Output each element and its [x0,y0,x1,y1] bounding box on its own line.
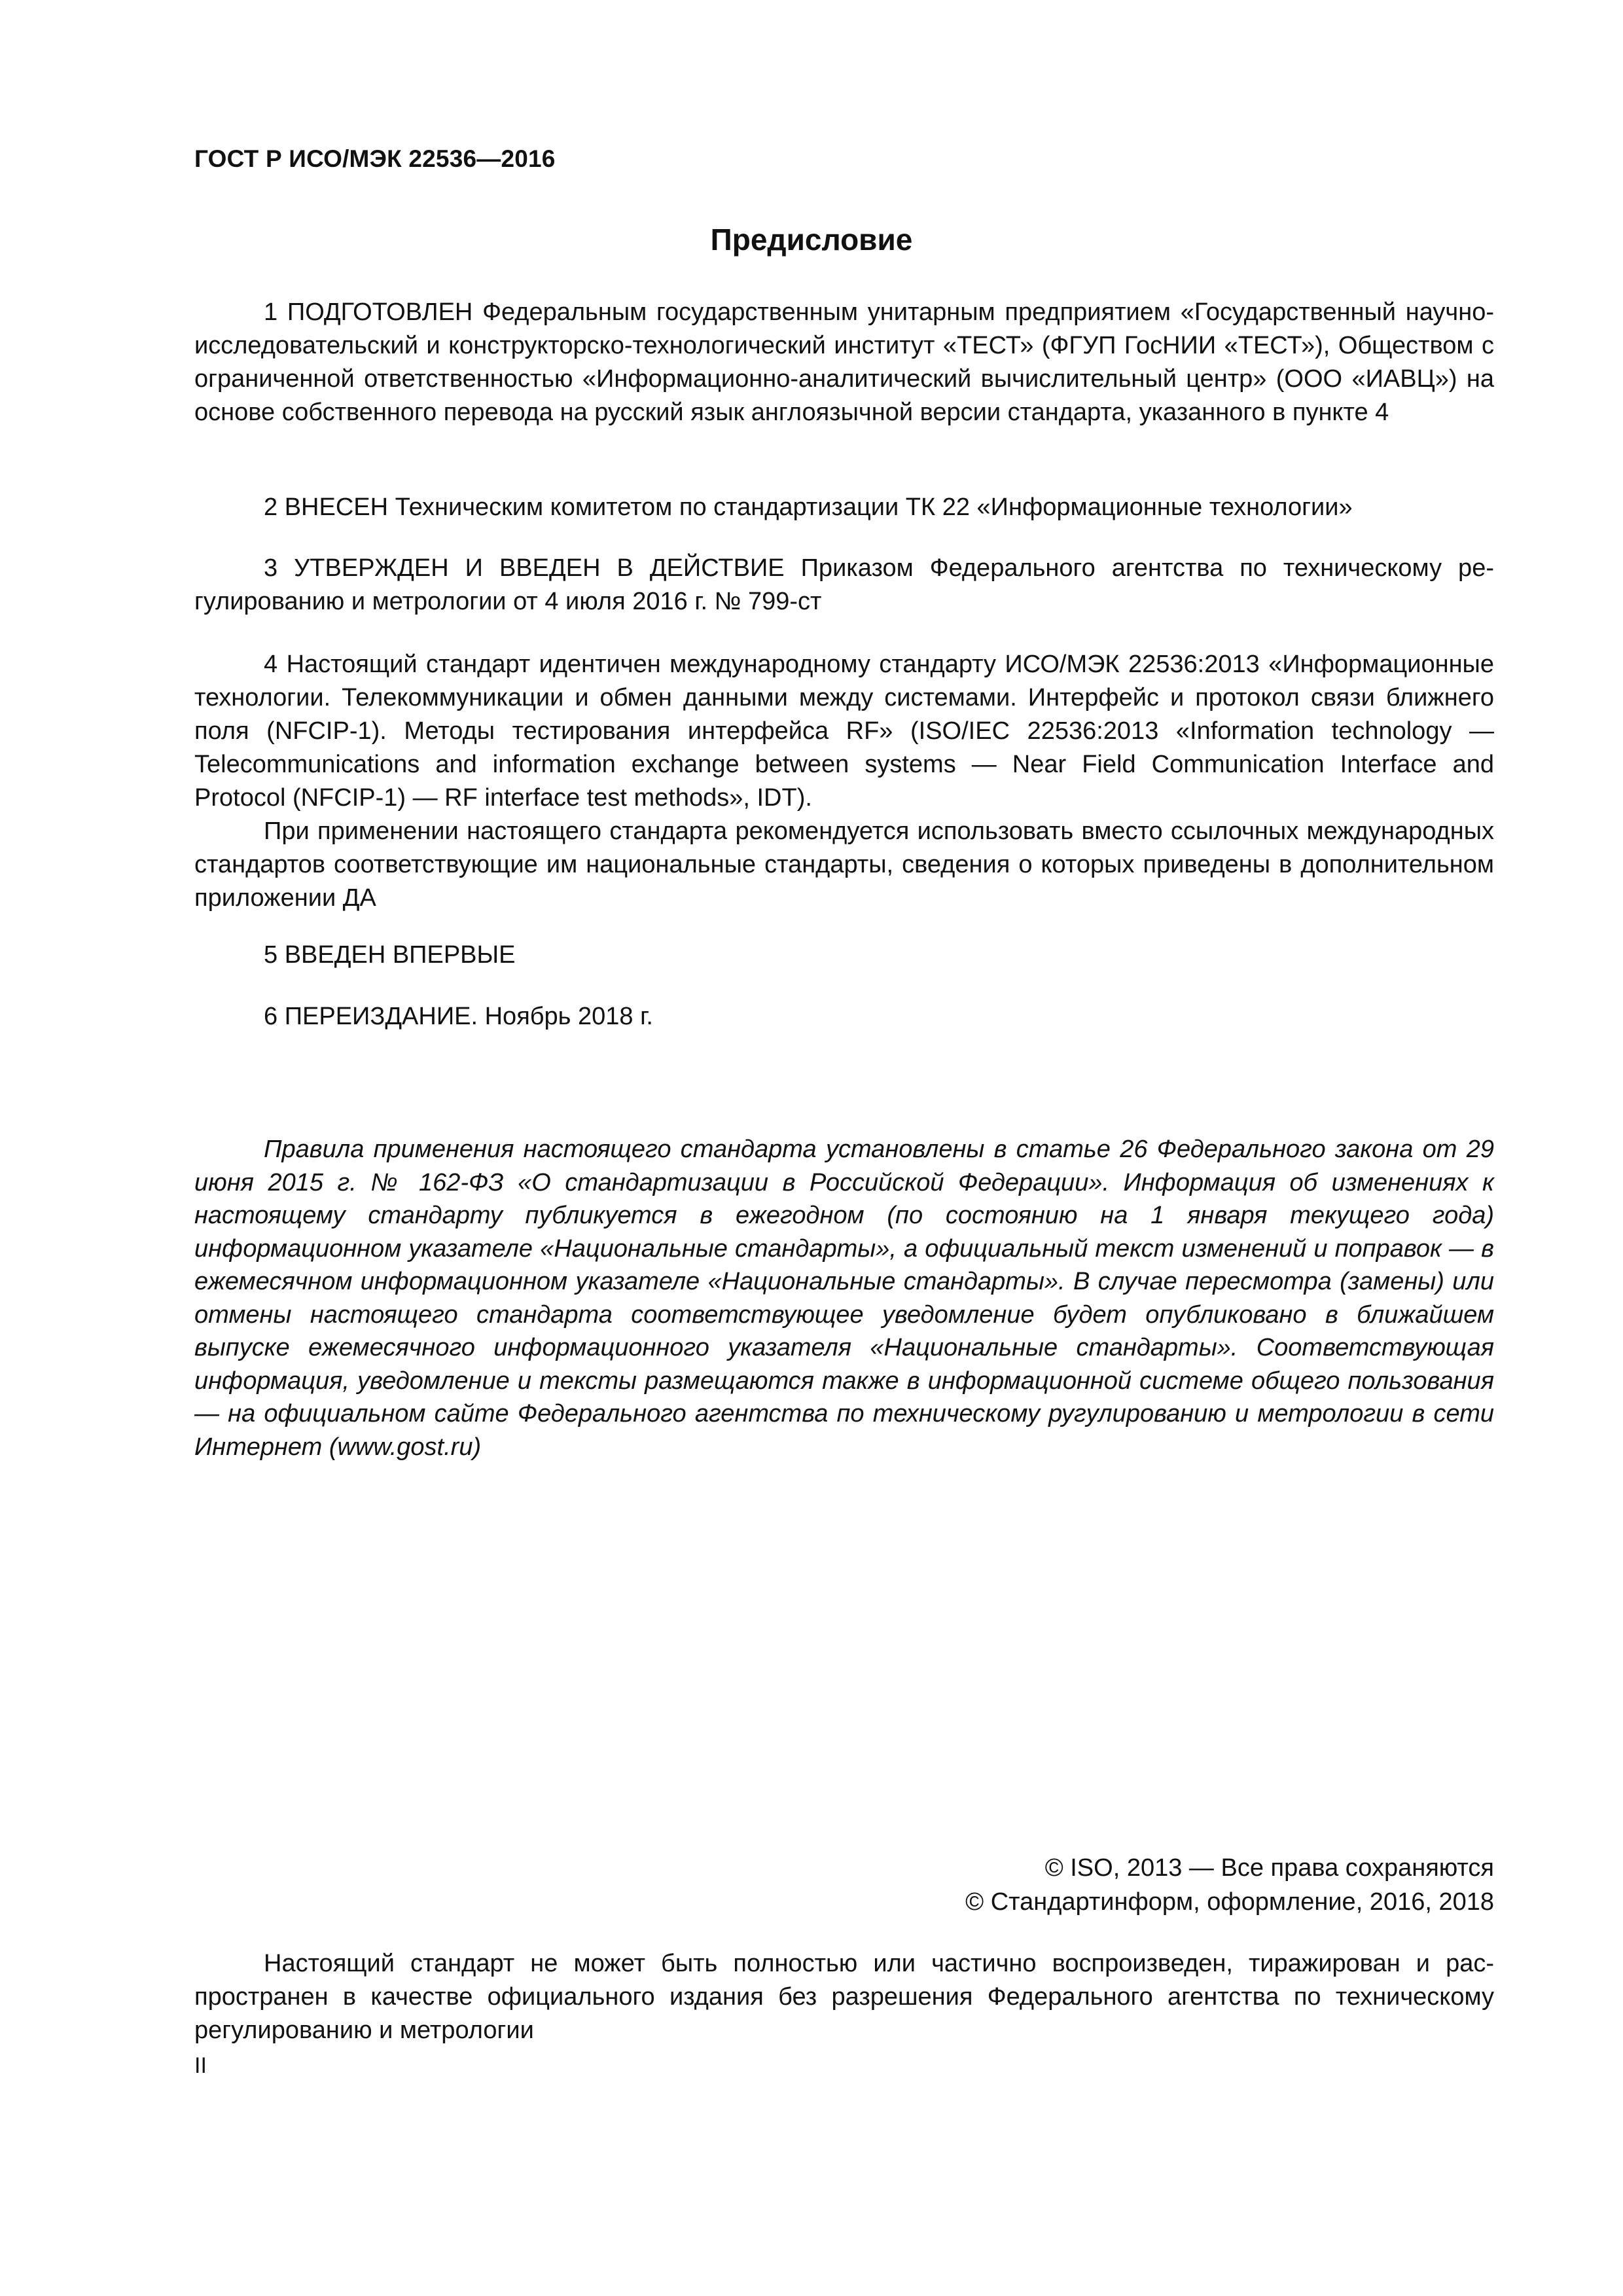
item-text: ПЕРЕИЗДАНИЕ. Ноябрь 2018 г. [284,1003,653,1030]
foreword-item-1 [194,296,1494,429]
reproduction-notice: Настоящий стандарт не может быть полностью или частично воспроизведен, тиражирован и распространен в качестве официального издания без разрешения Федерального агентства по техническому регулированию и метрологии [194,1950,1494,2044]
item-4-extra: При применении настоящего стандарта рекомендуется использовать вместо ссылочных международных стандартов соответствующие им национальные стандарты, сведения о которых приведены в дополнительном приложении ДА [194,817,1494,912]
copyright-standartinform: © Стандартинформ, оформление, 2016, 2018 [965,1888,1494,1916]
document-code-header: ГОСТ Р ИСО/МЭК 22536—2016 [194,145,556,172]
page-title: Предисловие [710,223,913,257]
item-number: 3 [264,554,278,582]
foreword-item-5 [194,939,1494,972]
item-text: УТВЕРЖДЕН И ВВЕДЕН В ДЕЙСТВИЕ Приказом Федерального агентства по техническому регулированию и метрологии от 4 июля 2016 г. № 799-ст [194,554,1494,615]
item-text: ВНЕСЕН Техническим комитетом по стандартизации ТК 22 «Информационные технологии» [284,493,1353,521]
copyright-iso: © ISO, 2013 — Все права сохраняются [1044,1854,1494,1882]
foreword-item-3 [194,552,1494,619]
legal-note: Правила применения настоящего стандарта установлены в статье 26 Федерального закона от 29 июня 2015 г. № 162-ФЗ «О стандартизации в Российской Федерации». Информация об изменениях к настоящему стандарту публикуется в ежегодном (по состоянию на 1 января текущего года) информационном указателе «Национальные стандарты», а официальный текст изменений и поправок — в ежемесячном информационном указателе «Национальные стандарты». В случае пересмотра (замены) или отмены настоящего стандарта соответствующее уведомление будет опубликовано в ближайшем выпуске ежемесячного информационного указателя «Национальные стандарты». Соответствующая информация, уведомление и тексты размещаются также в информационной системе общего пользования — на официальном сайте Федерального агентства по техническому ругулированию и метрологии в сети Интернет (www.gost.ru) [194,1136,1494,1461]
item-text: ПОДГОТОВЛЕН Федеральным государственным унитарным предприятием «Государственный научно-исследовательский и конструкторско-технологический институт «ТЕСТ» (ФГУП ГосНИИ «ТЕСТ»), Обществом с ограниченной ответственностью «Информационно-аналитический вычислительный центр» (ООО «ИАВЦ») на основе собственного перевода на русский язык англоязычной версии стандарта, указанного в пункте 4 [194,298,1495,426]
item-number: 1 [264,298,278,326]
page-number: II [194,2053,207,2078]
foreword-item-2 [194,491,1494,524]
foreword-item-4 [194,648,1494,915]
item-number: 4 [264,651,278,678]
copyright-block [965,1851,1494,1919]
item-number: 6 [264,1003,278,1030]
foreword-item-6 [194,1000,1494,1033]
item-text: ВВЕДЕН ВПЕРВЫЕ [284,941,516,969]
item-text: Настоящий стандарт идентичен международному стандарту ИСО/МЭК 22536:2013 «Информационные технологии. Телекоммуникации и обмен данными между системами. Интерфейс и протокол связи ближнего поля (NFCIP-1). Методы тестирования интерфейса RF» (ISO/IEC 22536:2013 «Information technology — Telecommunications and information exchange between systems — Near Field Communication Interface and Protocol (NFCIP-1) — RF interface test methods», IDT). [194,651,1495,812]
item-number: 5 [264,941,278,969]
item-number: 2 [264,493,278,521]
